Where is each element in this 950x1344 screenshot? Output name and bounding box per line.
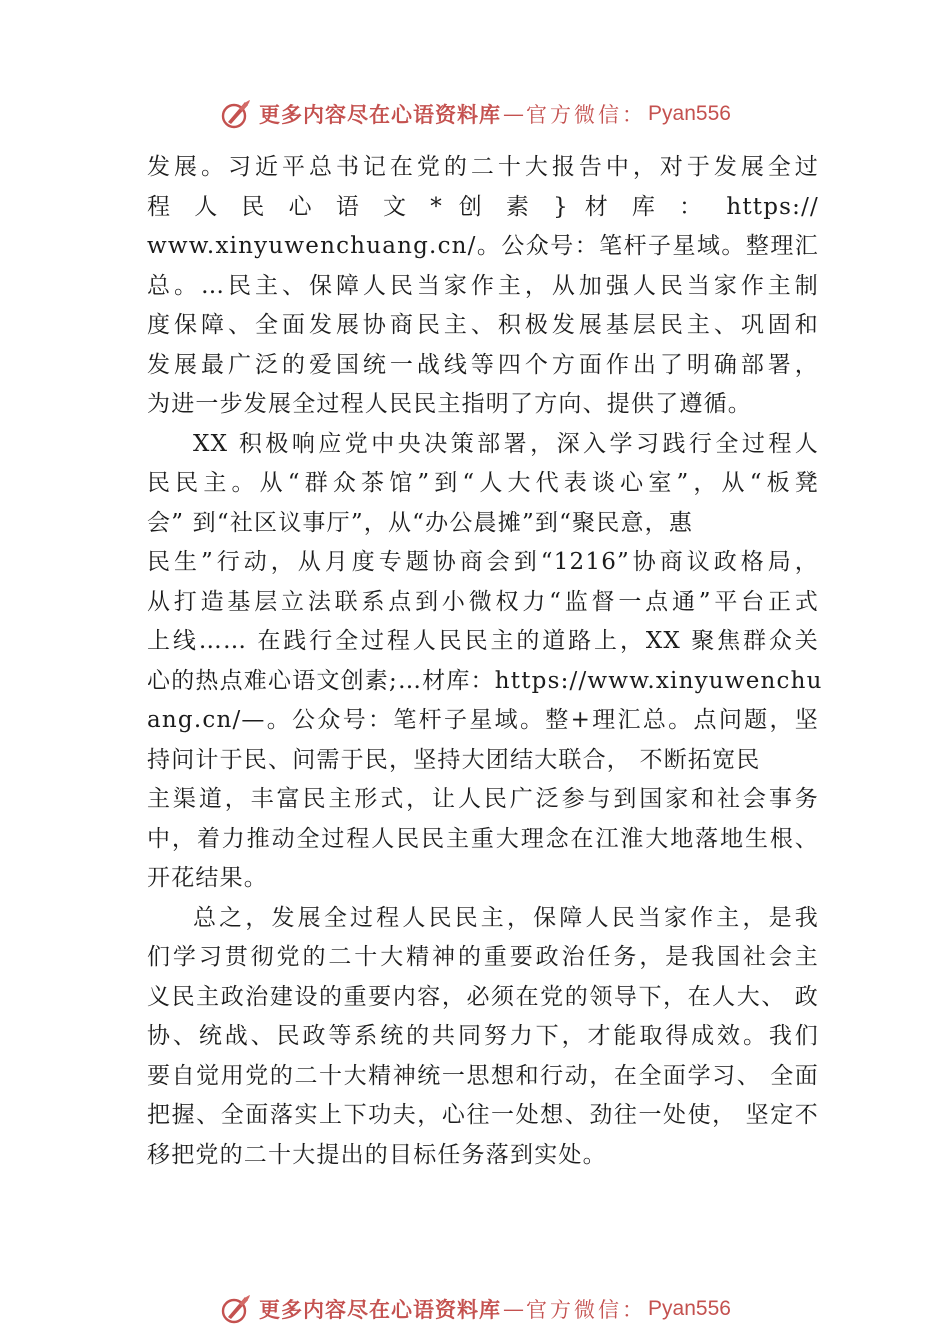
text-line: 程 人 民 心 语 文 * 创 素 } 材 库 ： https://: [147, 193, 819, 220]
text-line: 开花结果。: [147, 865, 268, 891]
quill-logo-icon: [219, 1292, 253, 1326]
text-line: 移把党的二十大提出的目标任务落到实处。: [147, 1141, 607, 1168]
text-line: 度保障、全面发展协商民主、积极发展基层民主、巩固和: [147, 312, 819, 338]
text-line: 把握、全面落实上下功夫，心往一处想、劲往一处使， 坚定不: [147, 1102, 819, 1128]
text-line: www.xinyuwenchuang.cn/。公众号：笔杆子星域。整理汇: [147, 233, 819, 259]
paragraph-1: [147, 148, 819, 425]
text-line: 民生”行动，从月度专题协商会到“1216”协商议政格局，: [147, 549, 819, 575]
text-line: ang.cn/—。公众号：笔杆子星域。整+理汇总。点问题，坚: [147, 707, 819, 733]
text-line: 要自觉用党的二十大精神统一思想和行动，在全面学习、 全面: [147, 1062, 819, 1089]
text-line: 们学习贯彻党的二十大精神的重要政治任务，是我国社会主: [147, 944, 819, 970]
footer-banner: [0, 1289, 950, 1329]
text-line: 心的热点难心语文创素;…材库：https://www.xinyuwenchu: [147, 667, 823, 694]
banner-separator: —: [503, 1297, 525, 1321]
text-line: 为进一步发展全过程人民民主指明了方向、提供了遵循。: [147, 391, 752, 417]
text-line: 从打造基层立法联系点到小微权力“监督一点通”平台正式: [147, 588, 819, 615]
text-line: 总。…民主、保障人民当家作主，从加强人民当家作主制: [147, 272, 819, 299]
text-line: XX 积极响应党中央决策部署，深入学习践行全过程人: [193, 430, 819, 457]
header-banner: [0, 94, 950, 134]
banner-brand: 更多内容尽在心语资料库: [259, 102, 502, 127]
banner-label: 官方微信：: [526, 103, 647, 127]
text-line: 持问计于民、问需于民，坚持大团结大联合， 不断拓宽民: [147, 746, 761, 773]
paragraph-3: [147, 899, 819, 1176]
text-line: 协、统战、民政等系统的共同努力下，才能取得成效。我们: [147, 1023, 819, 1049]
text-line: 中，着力推动全过程人民民主重大理念在江淮大地落地生根、: [147, 825, 819, 852]
paragraph-2: [147, 425, 823, 899]
banner-wechat-handle: Pyan556: [648, 102, 731, 125]
text-line: 总之，发展全过程人民民主，保障人民当家作主，是我: [193, 904, 819, 931]
quill-logo-icon: [219, 97, 253, 131]
text-line: 义民主政治建设的重要内容，必须在党的领导下，在人大、 政: [147, 983, 819, 1010]
banner-brand: 更多内容尽在心语资料库: [259, 1297, 502, 1322]
document-body: [147, 148, 823, 1175]
banner-label: 官方微信：: [526, 1298, 647, 1322]
text-line: 主渠道，丰富民主形式，让人民广泛参与到国家和社会事务: [147, 786, 819, 812]
text-line: 发展最广泛的爱国统一战线等四个方面作出了明确部署，: [147, 351, 819, 378]
text-line: 发展。习近平总书记在党的二十大报告中，对于发展全过: [147, 154, 819, 180]
banner-separator: —: [503, 102, 525, 126]
text-line: 会” 到“社区议事厅”，从“办公晨摊”到“聚民意，惠: [147, 509, 694, 536]
text-line: 上线…… 在践行全过程人民民主的道路上，XX 聚焦群众关: [147, 628, 819, 654]
text-line: 民民主。从“群众茶馆”到“人大代表谈心室”，从“板凳: [147, 470, 819, 496]
banner-wechat-handle: Pyan556: [648, 1297, 731, 1320]
